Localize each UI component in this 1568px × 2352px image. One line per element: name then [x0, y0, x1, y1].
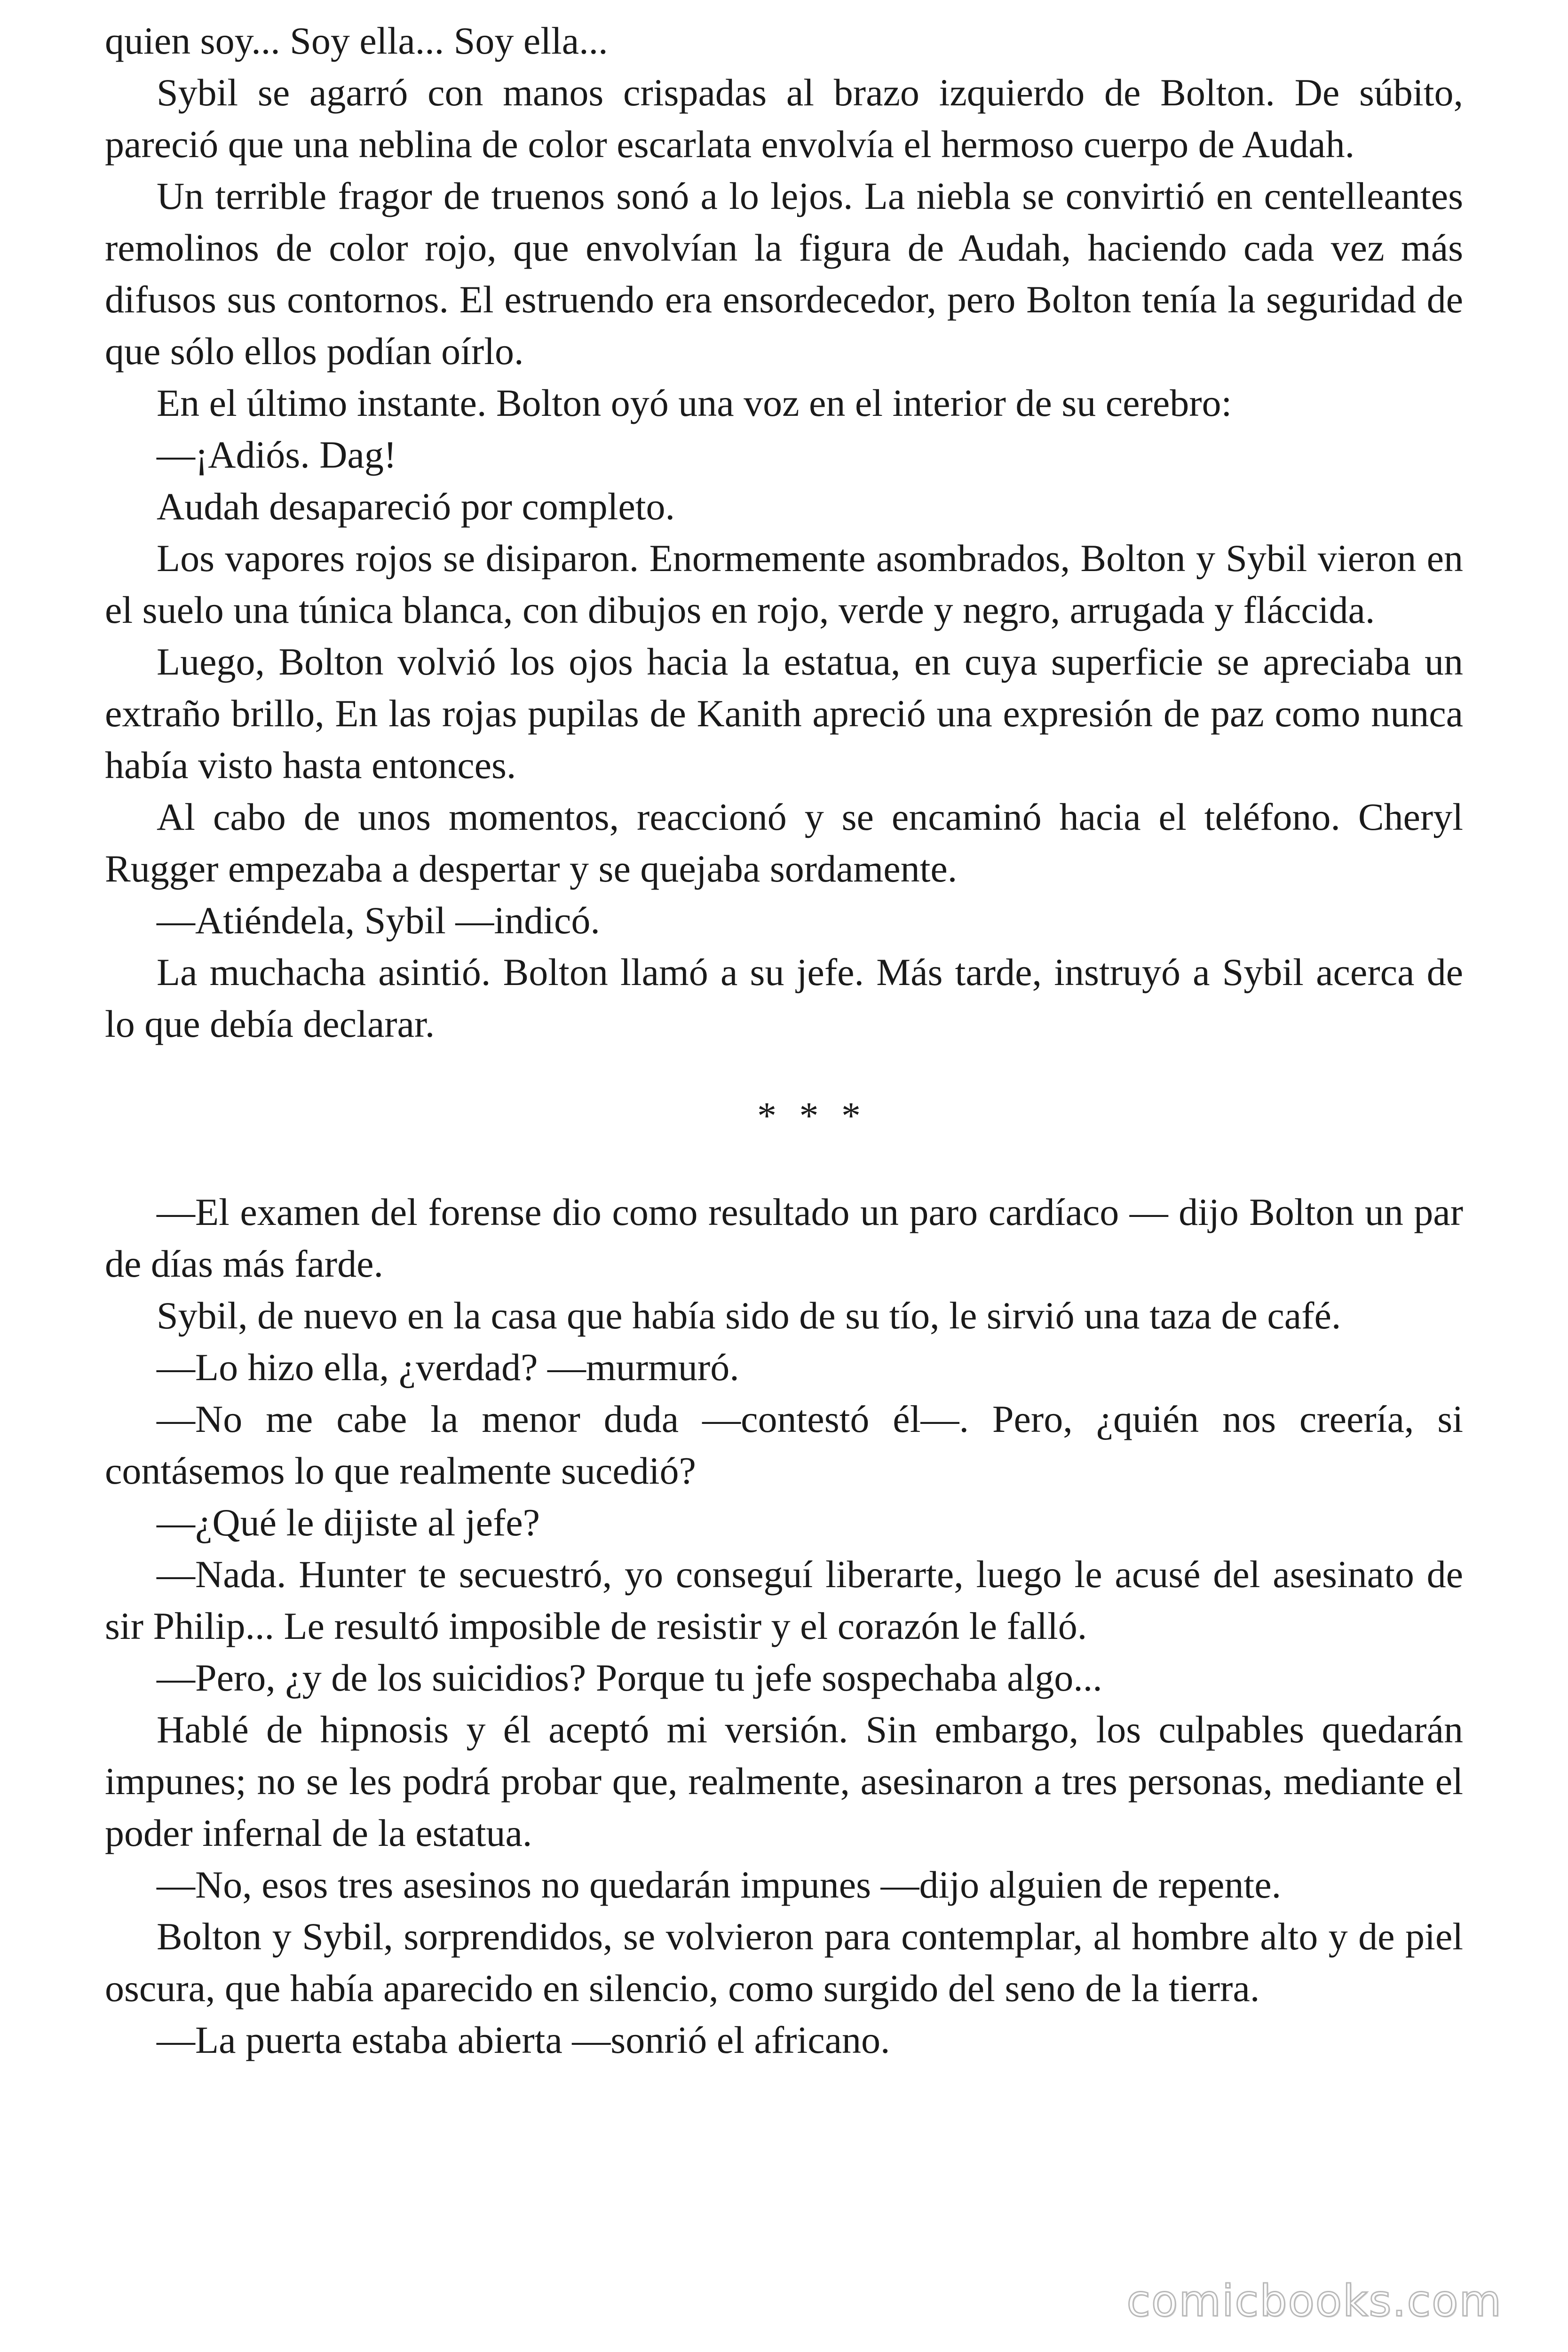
paragraph: —Lo hizo ella, ¿verdad? —murmuró.: [157, 1346, 739, 1389]
paragraph: Al cabo de unos momentos, reaccionó y se encaminó hacia el teléfono. Cheryl Rugger empezaba a despertar y se quejaba sordamente.: [105, 795, 1463, 890]
paragraph: quien soy... Soy ella... Soy ella...: [105, 19, 608, 62]
paragraph: —¡Adiós. Dag!: [157, 433, 397, 476]
paragraph: —La puerta estaba abierta —sonrió el africano.: [157, 2018, 890, 2061]
paragraph: Hablé de hipnosis y él aceptó mi versión. Sin embargo, los culpables quedarán impunes; no se les podrá probar que, realmente, asesinaron a tres personas, mediante el poder infernal de la estatua.: [105, 1708, 1463, 1854]
paragraph: Bolton y Sybil, sorprendidos, se volvieron para contemplar, al hombre alto y de piel oscura, que había aparecido en silencio, como surgido del seno de la tierra.: [105, 1915, 1463, 2010]
watermark: comicbooks.com: [1126, 2276, 1502, 2326]
paragraph: —El examen del forense dio como resultado un paro cardíaco — dijo Bolton un par de días más farde.: [105, 1191, 1463, 1285]
paragraph: —No, esos tres asesinos no quedarán impunes —dijo alguien de repente.: [157, 1863, 1282, 1906]
paragraph: —No me cabe la menor duda —contestó él—. Pero, ¿quién nos creería, si contásemos lo que realmente sucedió?: [105, 1398, 1463, 1492]
paragraph: Luego, Bolton volvió los ojos hacia la estatua, en cuya superficie se apreciaba un extraño brillo, En las rojas pupilas de Kanith apreció una expresión de paz como nunca había visto hasta entonces.: [105, 640, 1463, 787]
page-text: [105, 15, 1463, 2066]
paragraph: Sybil se agarró con manos crispadas al brazo izquierdo de Bolton. De súbito, pareció que una neblina de color escarlata envolvía el hermoso cuerpo de Audah.: [105, 71, 1463, 166]
paragraph: Los vapores rojos se disiparon. Enormemente asombrados, Bolton y Sybil vieron en el suelo una túnica blanca, con dibujos en rojo, verde y negro, arrugada y fláccida.: [105, 537, 1463, 631]
paragraph: —Nada. Hunter te secuestró, yo conseguí liberarte, luego le acusé del asesinato de sir Philip... Le resultó imposible de resistir y el corazón le falló.: [105, 1553, 1463, 1647]
paragraph: —Atiéndela, Sybil —indicó.: [157, 899, 600, 942]
section-separator: * * *: [757, 1094, 867, 1137]
paragraph: —¿Qué le dijiste al jefe?: [157, 1501, 540, 1544]
paragraph: La muchacha asintió. Bolton llamó a su jefe. Más tarde, instruyó a Sybil acerca de lo que debía declarar.: [105, 951, 1463, 1045]
paragraph: Audah desapareció por completo.: [157, 485, 675, 528]
paragraph: —Pero, ¿y de los suicidios? Porque tu jefe sospechaba algo...: [157, 1656, 1102, 1699]
paragraph: Un terrible fragor de truenos sonó a lo lejos. La niebla se convirtió en centelleantes remolinos de color rojo, que envolvían la figura de Audah, haciendo cada vez más difusos sus contornos. El estruendo era ensordecedor, pero Bolton tenía la seguridad de que sólo ellos podían oírlo.: [105, 175, 1463, 373]
paragraph: En el último instante. Bolton oyó una voz en el interior de su cerebro:: [157, 381, 1232, 424]
paragraph: Sybil, de nuevo en la casa que había sido de su tío, le sirvió una taza de café.: [157, 1294, 1341, 1337]
